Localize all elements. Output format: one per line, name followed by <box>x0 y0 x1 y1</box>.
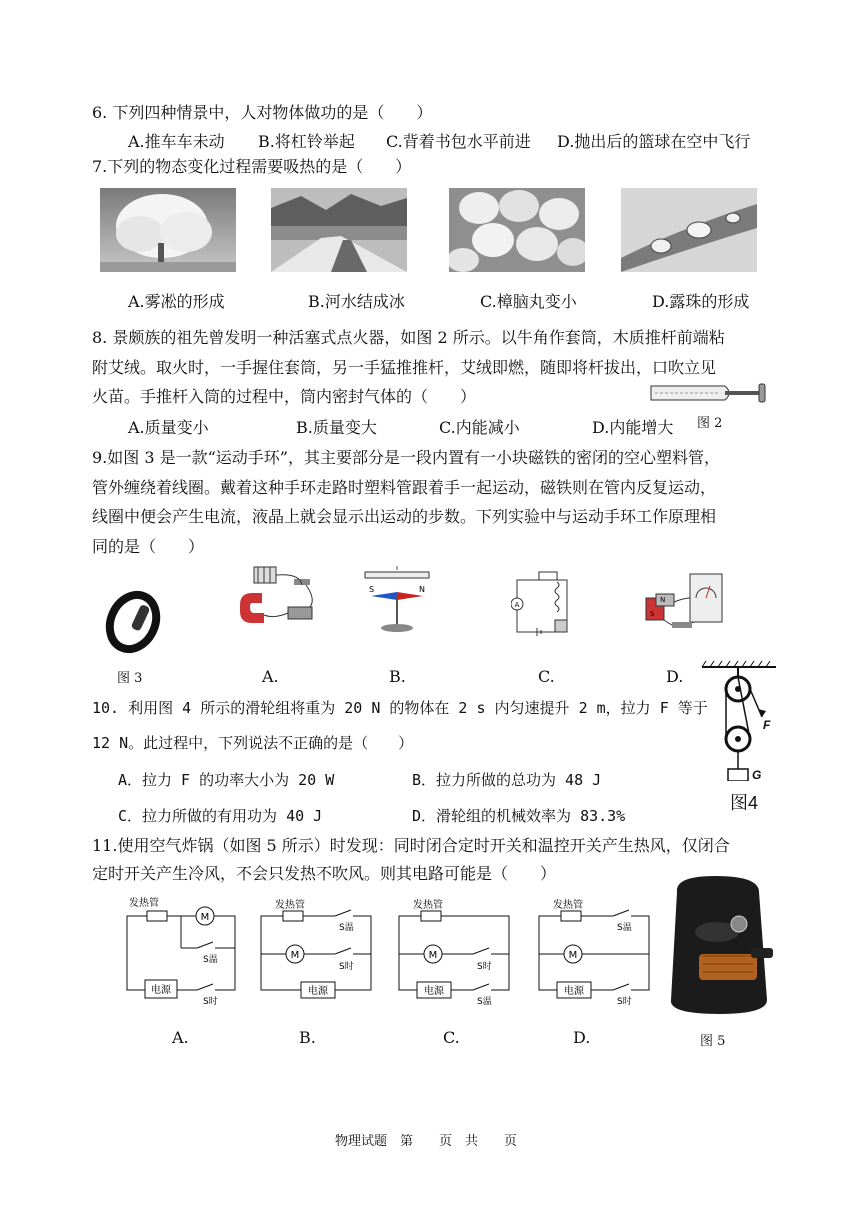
q8-line-2: 附艾绒。取火时，一手握住套筒，另一手猛推推杆，艾绒即燃，随即将杆拔出，口吹立见 <box>92 358 717 377</box>
q11-option-c: C. <box>443 1028 460 1047</box>
s-temp-label: S温 <box>617 923 632 933</box>
fire-piston-figure <box>645 380 769 406</box>
q11-option-a: A. <box>172 1028 189 1047</box>
svg-text:N: N <box>419 585 425 594</box>
s-temp-label: S温 <box>339 923 354 933</box>
figure-5-label: 图 5 <box>700 1034 726 1049</box>
heater-label: 发热管 <box>275 900 305 911</box>
svg-text:S: S <box>369 585 375 594</box>
s-temp-label: S温 <box>477 997 492 1006</box>
q7-option-a: A.雾凇的形成 <box>128 292 225 311</box>
q9-option-c: C. <box>538 667 555 686</box>
motor-label: M <box>568 950 578 961</box>
q6-stem: 6. 下列四种情景中，人对物体做功的是（ ） <box>92 103 433 122</box>
q9-line-2: 管外缠绕着线圈。戴着这种手环走路时塑料管跟着手一起运动，磁铁则在管内反复运动， <box>92 478 717 497</box>
q6-option-c: C.背着书包水平前进 <box>386 132 531 151</box>
circuit-d <box>533 896 658 1006</box>
q6-option-b: B.将杠铃举起 <box>258 132 355 151</box>
svg-text:S: S <box>650 610 655 618</box>
page-footer: 物理试题 第 页 共 页 <box>335 1134 518 1149</box>
q7-option-b: B.河水结成冰 <box>308 292 405 311</box>
heater-label: 发热管 <box>553 900 583 911</box>
q8-line-1: 8. 景颇族的祖先曾发明一种活塞式点火器，如图 2 所示。以牛角作套筒，木质推杆前端粘 <box>92 328 725 347</box>
q10-option-b: B．拉力所做的总功为 48 J <box>412 771 602 789</box>
force-label: F <box>763 718 771 732</box>
s-timer-label: S时 <box>617 997 632 1006</box>
q8-option-d: D.内能增大 <box>592 418 674 437</box>
s-timer-label: S时 <box>477 962 492 972</box>
circuit-b <box>255 896 380 1006</box>
q10-option-c: C．拉力所做的有用功为 40 J <box>118 807 323 825</box>
q7-option-d: D.露珠的形成 <box>652 292 750 311</box>
motor-label: M <box>200 912 210 923</box>
figure-4-label: 图4 <box>730 793 759 813</box>
q10-line-2: 12 N。此过程中，下列说法不正确的是（ ） <box>92 734 414 752</box>
q8-option-c: C.内能减小 <box>439 418 520 437</box>
heater-label: 发热管 <box>413 900 443 911</box>
power-label: 电源 <box>308 986 328 997</box>
q11-line-2: 定时开关产生冷风，不会只发热不吹风。则其电路可能是（ ） <box>92 864 557 883</box>
circuit-a <box>117 896 247 1006</box>
rime-photo <box>100 188 236 272</box>
q8-option-a: A.质量变小 <box>128 418 209 437</box>
q6-option-d: D.抛出后的篮球在空中飞行 <box>557 132 751 151</box>
s-temp-label: S温 <box>203 955 218 965</box>
motor-label: M <box>290 950 300 961</box>
experiment-c-figure <box>511 568 581 640</box>
s-timer-label: S时 <box>339 962 354 972</box>
svg-text:A: A <box>514 601 520 609</box>
motor-label: M <box>428 950 438 961</box>
q7-option-c: C.樟脑丸变小 <box>480 292 577 311</box>
q8-line-3: 火苗。手推杆入筒的过程中，筒内密封气体的（ ） <box>92 387 477 406</box>
q9-option-b: B. <box>389 667 406 686</box>
power-label: 电源 <box>424 986 444 997</box>
s-timer-label: S时 <box>203 997 218 1006</box>
svg-text:I: I <box>395 566 399 572</box>
circuit-c <box>393 896 518 1006</box>
q9-option-a: A. <box>262 667 279 686</box>
q6-option-a: A.推车车未动 <box>128 132 225 151</box>
q10-option-a: A．拉力 F 的功率大小为 20 W <box>118 771 335 789</box>
q9-option-d: D. <box>666 667 684 686</box>
q9-line-4: 同的是（ ） <box>92 537 205 556</box>
q8-option-b: B.质量变大 <box>296 418 377 437</box>
experiment-a-figure <box>230 563 320 635</box>
q9-line-1: 9.如图 3 是一款“运动手环”，其主要部分是一段内置有一小块磁铁的密闭的空心塑料管， <box>92 448 720 467</box>
q11-option-b: B. <box>299 1028 316 1047</box>
svg-text:N: N <box>660 596 666 604</box>
q9-line-3: 线圈中便会产生电流，液晶上就会显示出运动的步数。下列实验中与运动手环工作原理相 <box>92 507 717 526</box>
dewdrop-photo <box>621 188 757 272</box>
q10-line-1: 10. 利用图 4 所示的滑轮组将重为 20 N 的物体在 2 s 内匀速提升 2 m，拉力 F 等于 <box>92 699 708 717</box>
experiment-b-figure <box>357 566 437 638</box>
experiment-d-figure <box>638 568 728 640</box>
weight-label: G <box>752 768 762 782</box>
power-label: 电源 <box>564 986 584 997</box>
q11-line-1: 11.使用空气炸锅（如图 5 所示）时发现：同时闭合定时开关和温控开关产生热风，仅闭合 <box>92 836 730 855</box>
air-fryer-photo <box>655 872 785 1022</box>
q11-option-d: D. <box>573 1028 591 1047</box>
river-ice-photo <box>271 188 407 272</box>
q10-option-d: D．滑轮组的机械效率为 83.3% <box>412 807 626 825</box>
mothball-photo <box>449 188 585 272</box>
figure-3-label: 图 3 <box>117 671 143 686</box>
fitness-band-figure <box>103 590 163 654</box>
q7-stem: 7.下列的物态变化过程需要吸热的是（ ） <box>92 157 412 176</box>
figure-2-label: 图 2 <box>697 416 723 431</box>
power-label: 电源 <box>151 985 171 996</box>
heater-label: 发热管 <box>129 898 159 909</box>
